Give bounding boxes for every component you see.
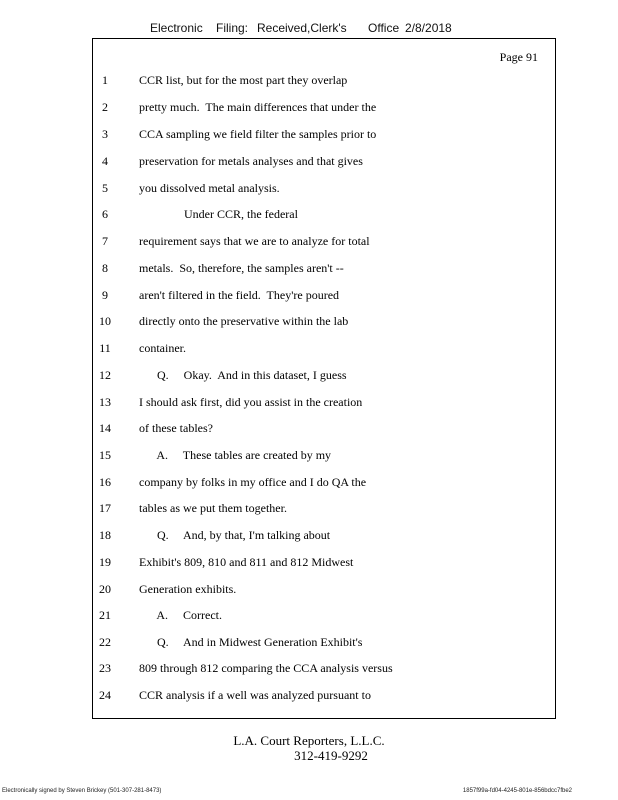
- filing-header: [0, 21, 618, 37]
- line-number: 20: [99, 582, 111, 596]
- page-number: Page 91: [499, 50, 538, 64]
- line-number: 1: [102, 73, 108, 87]
- line-number: 14: [99, 421, 111, 435]
- transcript-line: [0, 368, 618, 384]
- reporter-phone: 312-419-9292: [294, 748, 368, 763]
- line-text: CCR list, but for the most part they overlap: [139, 73, 348, 87]
- line-text: I should ask first, did you assist in the creation: [139, 395, 363, 409]
- line-number: 23: [99, 661, 111, 675]
- line-text: Under CCR, the federal: [139, 207, 298, 221]
- line-text: directly onto the preservative within the lab: [139, 314, 349, 328]
- transcript-line: [0, 73, 618, 89]
- line-number: 8: [102, 261, 108, 275]
- line-number: 6: [102, 207, 108, 221]
- transcript-line: [0, 528, 618, 544]
- line-number: 9: [102, 288, 108, 302]
- transcript-line: [0, 421, 618, 437]
- line-text: Q. Okay. And in this dataset, I guess: [139, 368, 347, 382]
- reporter-footer: [0, 733, 618, 763]
- header-office: Office: [368, 21, 400, 35]
- line-text: Exhibit's 809, 810 and 811 and 812 Midwest: [139, 555, 354, 569]
- line-text: 809 through 812 comparing the CCA analysis versus: [139, 661, 393, 675]
- transcript-line: [0, 288, 618, 304]
- line-number: 17: [99, 501, 111, 515]
- header-electronic: Electronic: [150, 21, 203, 35]
- line-text: A. Correct.: [139, 608, 222, 622]
- line-number: 19: [99, 555, 111, 569]
- line-text: CCR analysis if a well was analyzed pursuant to: [139, 688, 371, 702]
- line-number: 4: [102, 154, 108, 168]
- line-text: container.: [139, 341, 186, 355]
- transcript-line: [0, 635, 618, 651]
- line-number: 15: [99, 448, 111, 462]
- line-number: 12: [99, 368, 111, 382]
- line-text: preservation for metals analyses and that gives: [139, 154, 363, 168]
- transcript-line: [0, 100, 618, 116]
- transcript-line: [0, 475, 618, 491]
- transcript-line: [0, 234, 618, 250]
- transcript-line: [0, 261, 618, 277]
- document-hash: 1857f99a-fd04-4245-801e-856bdcc7fbe2: [462, 788, 572, 794]
- line-text: metals. So, therefore, the samples aren't --: [139, 261, 344, 275]
- transcript-line: [0, 688, 618, 704]
- transcript-line: [0, 395, 618, 411]
- header-date: 2/8/2018: [405, 21, 452, 35]
- transcript-line: [0, 207, 618, 223]
- line-number: 21: [99, 608, 111, 622]
- transcript-line: [0, 555, 618, 571]
- line-text: aren't filtered in the field. They're poured: [139, 288, 340, 302]
- transcript-line: [0, 661, 618, 677]
- line-text: Generation exhibits.: [139, 582, 237, 596]
- line-text: Q. And, by that, I'm talking about: [139, 528, 331, 542]
- reporter-company: L.A. Court Reporters, L.L.C.: [233, 733, 385, 748]
- electronic-signature: Electronically signed by Steven Brickey (501-307-281-8473): [2, 788, 162, 794]
- line-text: company by folks in my office and I do QA the: [139, 475, 367, 489]
- line-number: 11: [99, 341, 111, 355]
- line-number: 2: [102, 100, 108, 114]
- header-filing: Filing:: [216, 21, 249, 35]
- line-text: requirement says that we are to analyze for total: [139, 234, 370, 248]
- transcript-line: [0, 448, 618, 464]
- transcript-line: [0, 314, 618, 330]
- line-number: 7: [102, 234, 108, 248]
- header-received: Received,Clerk's: [257, 21, 347, 35]
- transcript-line: [0, 341, 618, 357]
- line-text: you dissolved metal analysis.: [139, 181, 280, 195]
- transcript-line: [0, 181, 618, 197]
- line-text: of these tables?: [139, 421, 213, 435]
- transcript-line: [0, 582, 618, 598]
- transcript-line: [0, 608, 618, 624]
- transcript-line: [0, 127, 618, 143]
- transcript-line: [0, 501, 618, 517]
- line-number: 22: [99, 635, 111, 649]
- line-number: 24: [99, 688, 111, 702]
- transcript-line: [0, 154, 618, 170]
- line-number: 16: [99, 475, 111, 489]
- line-number: 10: [99, 314, 111, 328]
- line-number: 3: [102, 127, 108, 141]
- line-text: Q. And in Midwest Generation Exhibit's: [139, 635, 363, 649]
- line-text: pretty much. The main differences that under the: [139, 100, 377, 114]
- line-number: 5: [102, 181, 108, 195]
- line-text: CCA sampling we field filter the samples prior to: [139, 127, 377, 141]
- line-text: tables as we put them together.: [139, 501, 287, 515]
- line-number: 13: [99, 395, 111, 409]
- line-number: 18: [99, 528, 111, 542]
- line-text: A. These tables are created by my: [139, 448, 332, 462]
